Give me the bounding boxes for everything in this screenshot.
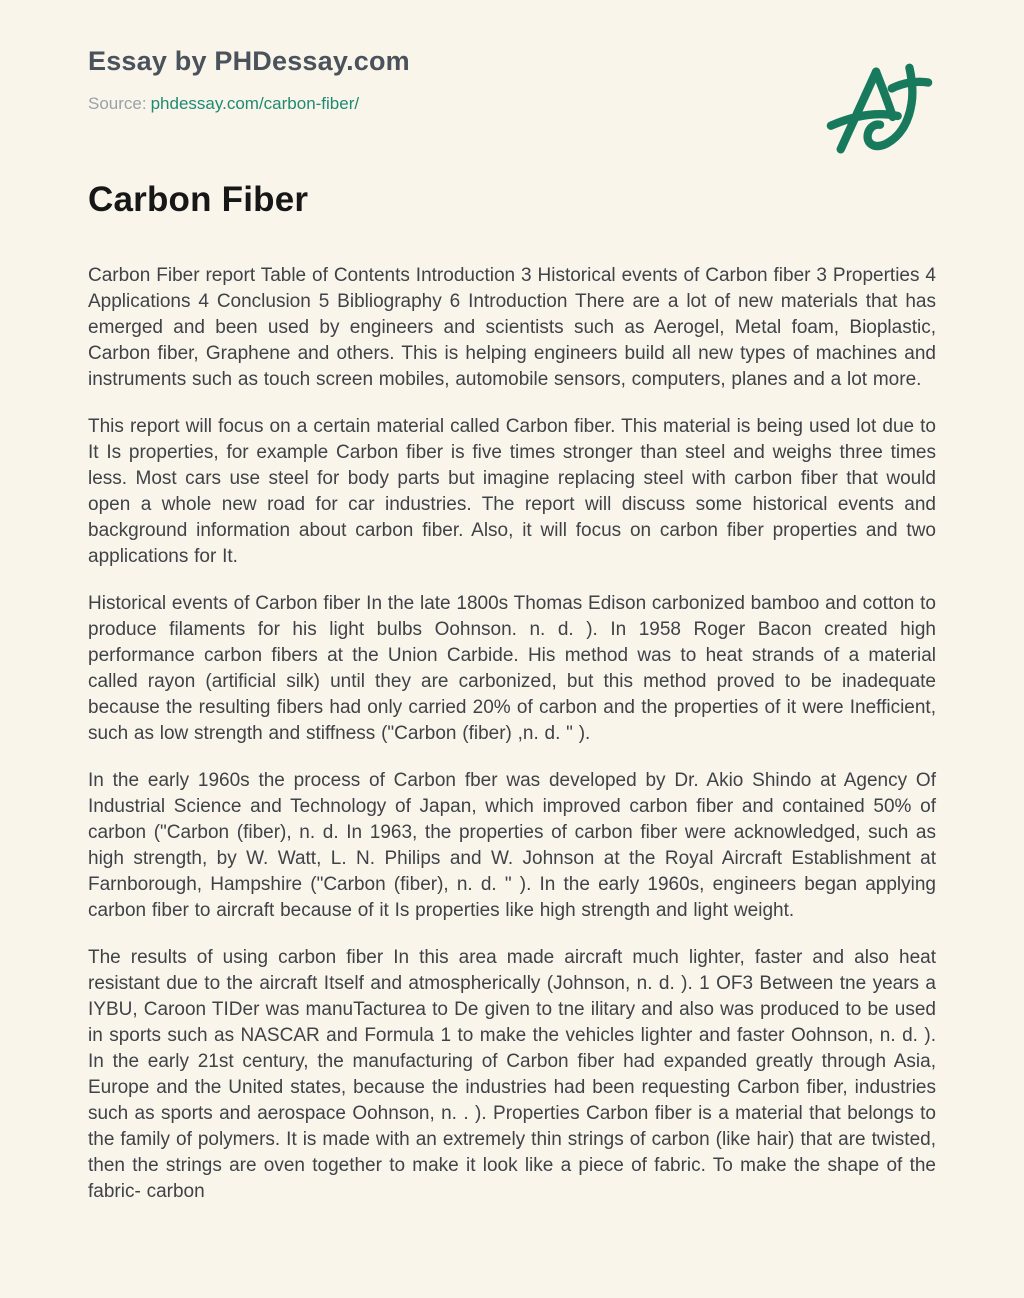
essay-paragraph: Historical events of Carbon fiber In the late 1800s Thomas Edison carbonized bamboo and cotton to produce filaments for his light bulbs Oohnson. n. d. ). In 1958 Roger Bacon created high performance carbon fibers at the Union Carbide. His method was to heat strands of a material called rayon (artificial silk) until they are carbonized, but this method proved to be inadequate because the resulting fibers had only carried 20% of carbon and the properties of it were Inefficient, such as low strength and stiffness ("Carbon (fiber) ,n. d. " ). [88,593,936,744]
essay-body [88,263,936,1205]
header [88,46,936,114]
essay-paragraph: In the early 1960s the process of Carbon fber was developed by Dr. Akio Shindo at Agency Of Industrial Science and Technology of Japan, which improved carbon fiber and contained 50% of carbon ("Carbon (fiber), n. d. In 1963, the properties of carbon fiber were acknowledged, such as high strength, by W. Watt, L. N. Philips and W. Johnson at the Royal Aircraft Establishment at Farnborough, Hampshire ("Carbon (fiber), n. d. " ). In the early 1960s, engineers began applying carbon fiber to aircraft because of it Is properties like high strength and light weight. [88,770,936,921]
header-title: Essay by PHDessay.com [88,46,410,76]
source-link[interactable]: phdessay.com/carbon-fiber/ [150,94,360,113]
essay-paragraph: Carbon Fiber report Table of Contents Introduction 3 Historical events of Carbon fiber 3 Properties 4 Applications 4 Conclusion 5 Bibliography 6 Introduction There are a lot of new materials that has emerged and been used by engineers and scientists such as Aerogel, Metal foam, Bioplastic, Carbon fiber, Graphene and others. This is helping engineers build all new types of machines and instruments such as touch screen mobiles, automobile sensors, computers, planes and a lot more. [88,265,936,390]
essay-paragraph: The results of using carbon fiber In this area made aircraft much lighter, faster and also heat resistant due to the aircraft Itself and atmospherically (Johnson, n. d. ). 1 OF3 Between tne years a IYBU, Caroon TIDer was manuTacturea to De given to tne ilitary and also was produced to be used in sports such as NASCAR and Formula 1 to make the vehicles lighter and faster Oohnson, n. d. ). In the early 21st century, the manufacturing of Carbon fiber had expanded greatly through Asia, Europe and the United states, because the industries had been requesting Carbon fiber, industries such as sports and aerospace Oohnson, n. . ). Properties Carbon fiber is a material that belongs to the family of polymers. It is made with an extremely thin strings of carbon (like hair) that are twisted, then the strings are oven together to make it look like a piece of fabric. To make the shape of the fabric- carbon [88,947,936,1202]
source-line [88,94,936,114]
phdessay-aplus-logo-icon [826,56,934,166]
essay-paragraph: This report will focus on a certain material called Carbon fiber. This material is being used lot due to It Is properties, for example Carbon fiber is five times stronger than steel and weighs three times less. Most cars use steel for body parts but imagine replacing steel with carbon fiber that would open a whole new road for car industries. The report will discuss some historical events and background information about carbon fiber. Also, it will focus on carbon fiber properties and two applications for It. [88,416,936,567]
essay-title: Carbon Fiber [88,180,309,219]
source-label: Source: [88,94,147,113]
